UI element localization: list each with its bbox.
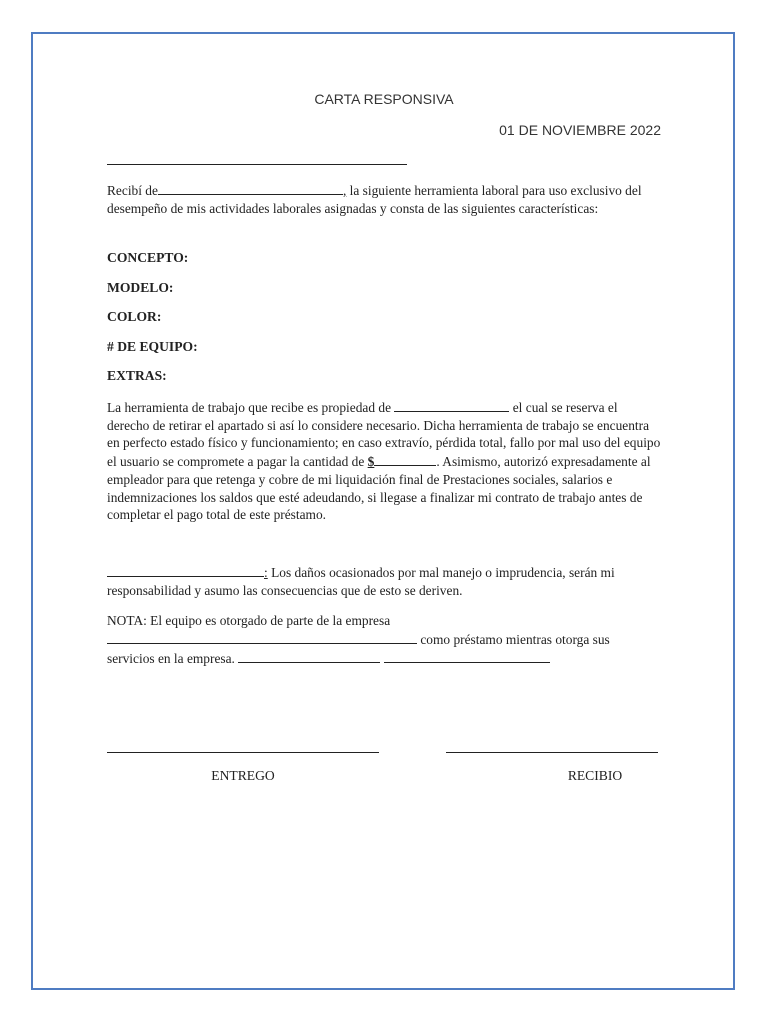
amount-blank: [374, 452, 436, 466]
field-concepto: CONCEPTO:: [107, 250, 189, 265]
signature-label-right: RECIBIO: [567, 768, 623, 783]
amount-currency: $: [367, 454, 375, 470]
name-line: [107, 164, 407, 165]
nota-text-c: servicios en la empresa.: [107, 651, 235, 666]
terms-text-a: La herramienta de trabajo que recibe es propiedad de: [107, 400, 395, 415]
owner-blank: [394, 398, 509, 412]
document-title: CARTA RESPONSIVA: [314, 91, 454, 107]
intro-comma: ,: [342, 183, 347, 198]
damage-paragraph: [107, 563, 662, 600]
intro-paragraph: [107, 181, 662, 218]
nota-text-b: como préstamo mientras otorga sus: [417, 632, 610, 647]
company-blank: [107, 630, 417, 644]
extra-blank-1: [238, 649, 380, 663]
damage-colon: :: [264, 565, 268, 580]
field-modelo: MODELO:: [107, 280, 174, 295]
extra-blank-2: [384, 649, 550, 663]
damage-text: Los daños ocasionados por mal manejo o imprudencia, serán mi responsabilidad y asumo las consecuencias que de esto se deriven.: [107, 565, 615, 598]
sender-blank: [158, 181, 343, 195]
document-date: 01 DE NOVIEMBRE 2022: [499, 122, 661, 138]
responsible-blank: [107, 563, 264, 577]
field-extras: EXTRAS:: [107, 368, 167, 383]
terms-paragraph: [107, 398, 662, 524]
terms-text-b: el cual se reserva el derecho de retirar el apartado si así lo considere necesario. Dicha herramienta de trabajo se encuentra en perfecto estado físico y funcionamiento; en caso extravío, pérdida total, fallo por mal uso del equipo el usuario se compromete a pagar la cantidad de: [107, 400, 661, 470]
intro-rest: la siguiente herramienta laboral para uso exclusivo del desempeño de mis actividades laborales asignadas y consta de las siguientes características:: [107, 183, 642, 216]
signature-label-left: ENTREGO: [211, 768, 275, 783]
field-color: COLOR:: [107, 309, 162, 324]
signature-line-left: [107, 752, 379, 753]
intro-prefix: Recibí de: [107, 183, 158, 198]
nota-text-a: NOTA: El equipo es otorgado de parte de la empresa: [107, 613, 391, 628]
nota-paragraph: [107, 612, 662, 668]
signature-line-right: [446, 752, 658, 753]
field-equipo: # DE EQUIPO:: [107, 339, 198, 354]
terms-text-c: . Asimismo, autorizó expresadamente al empleador para que retenga y cobre de mi liquidación final de Prestaciones sociales, salarios e indemnizaciones los saldos que esté adeudando, si llegase a finalizar mi contrato de trabajo antes de completar el pago total de este préstamo.: [107, 454, 651, 523]
